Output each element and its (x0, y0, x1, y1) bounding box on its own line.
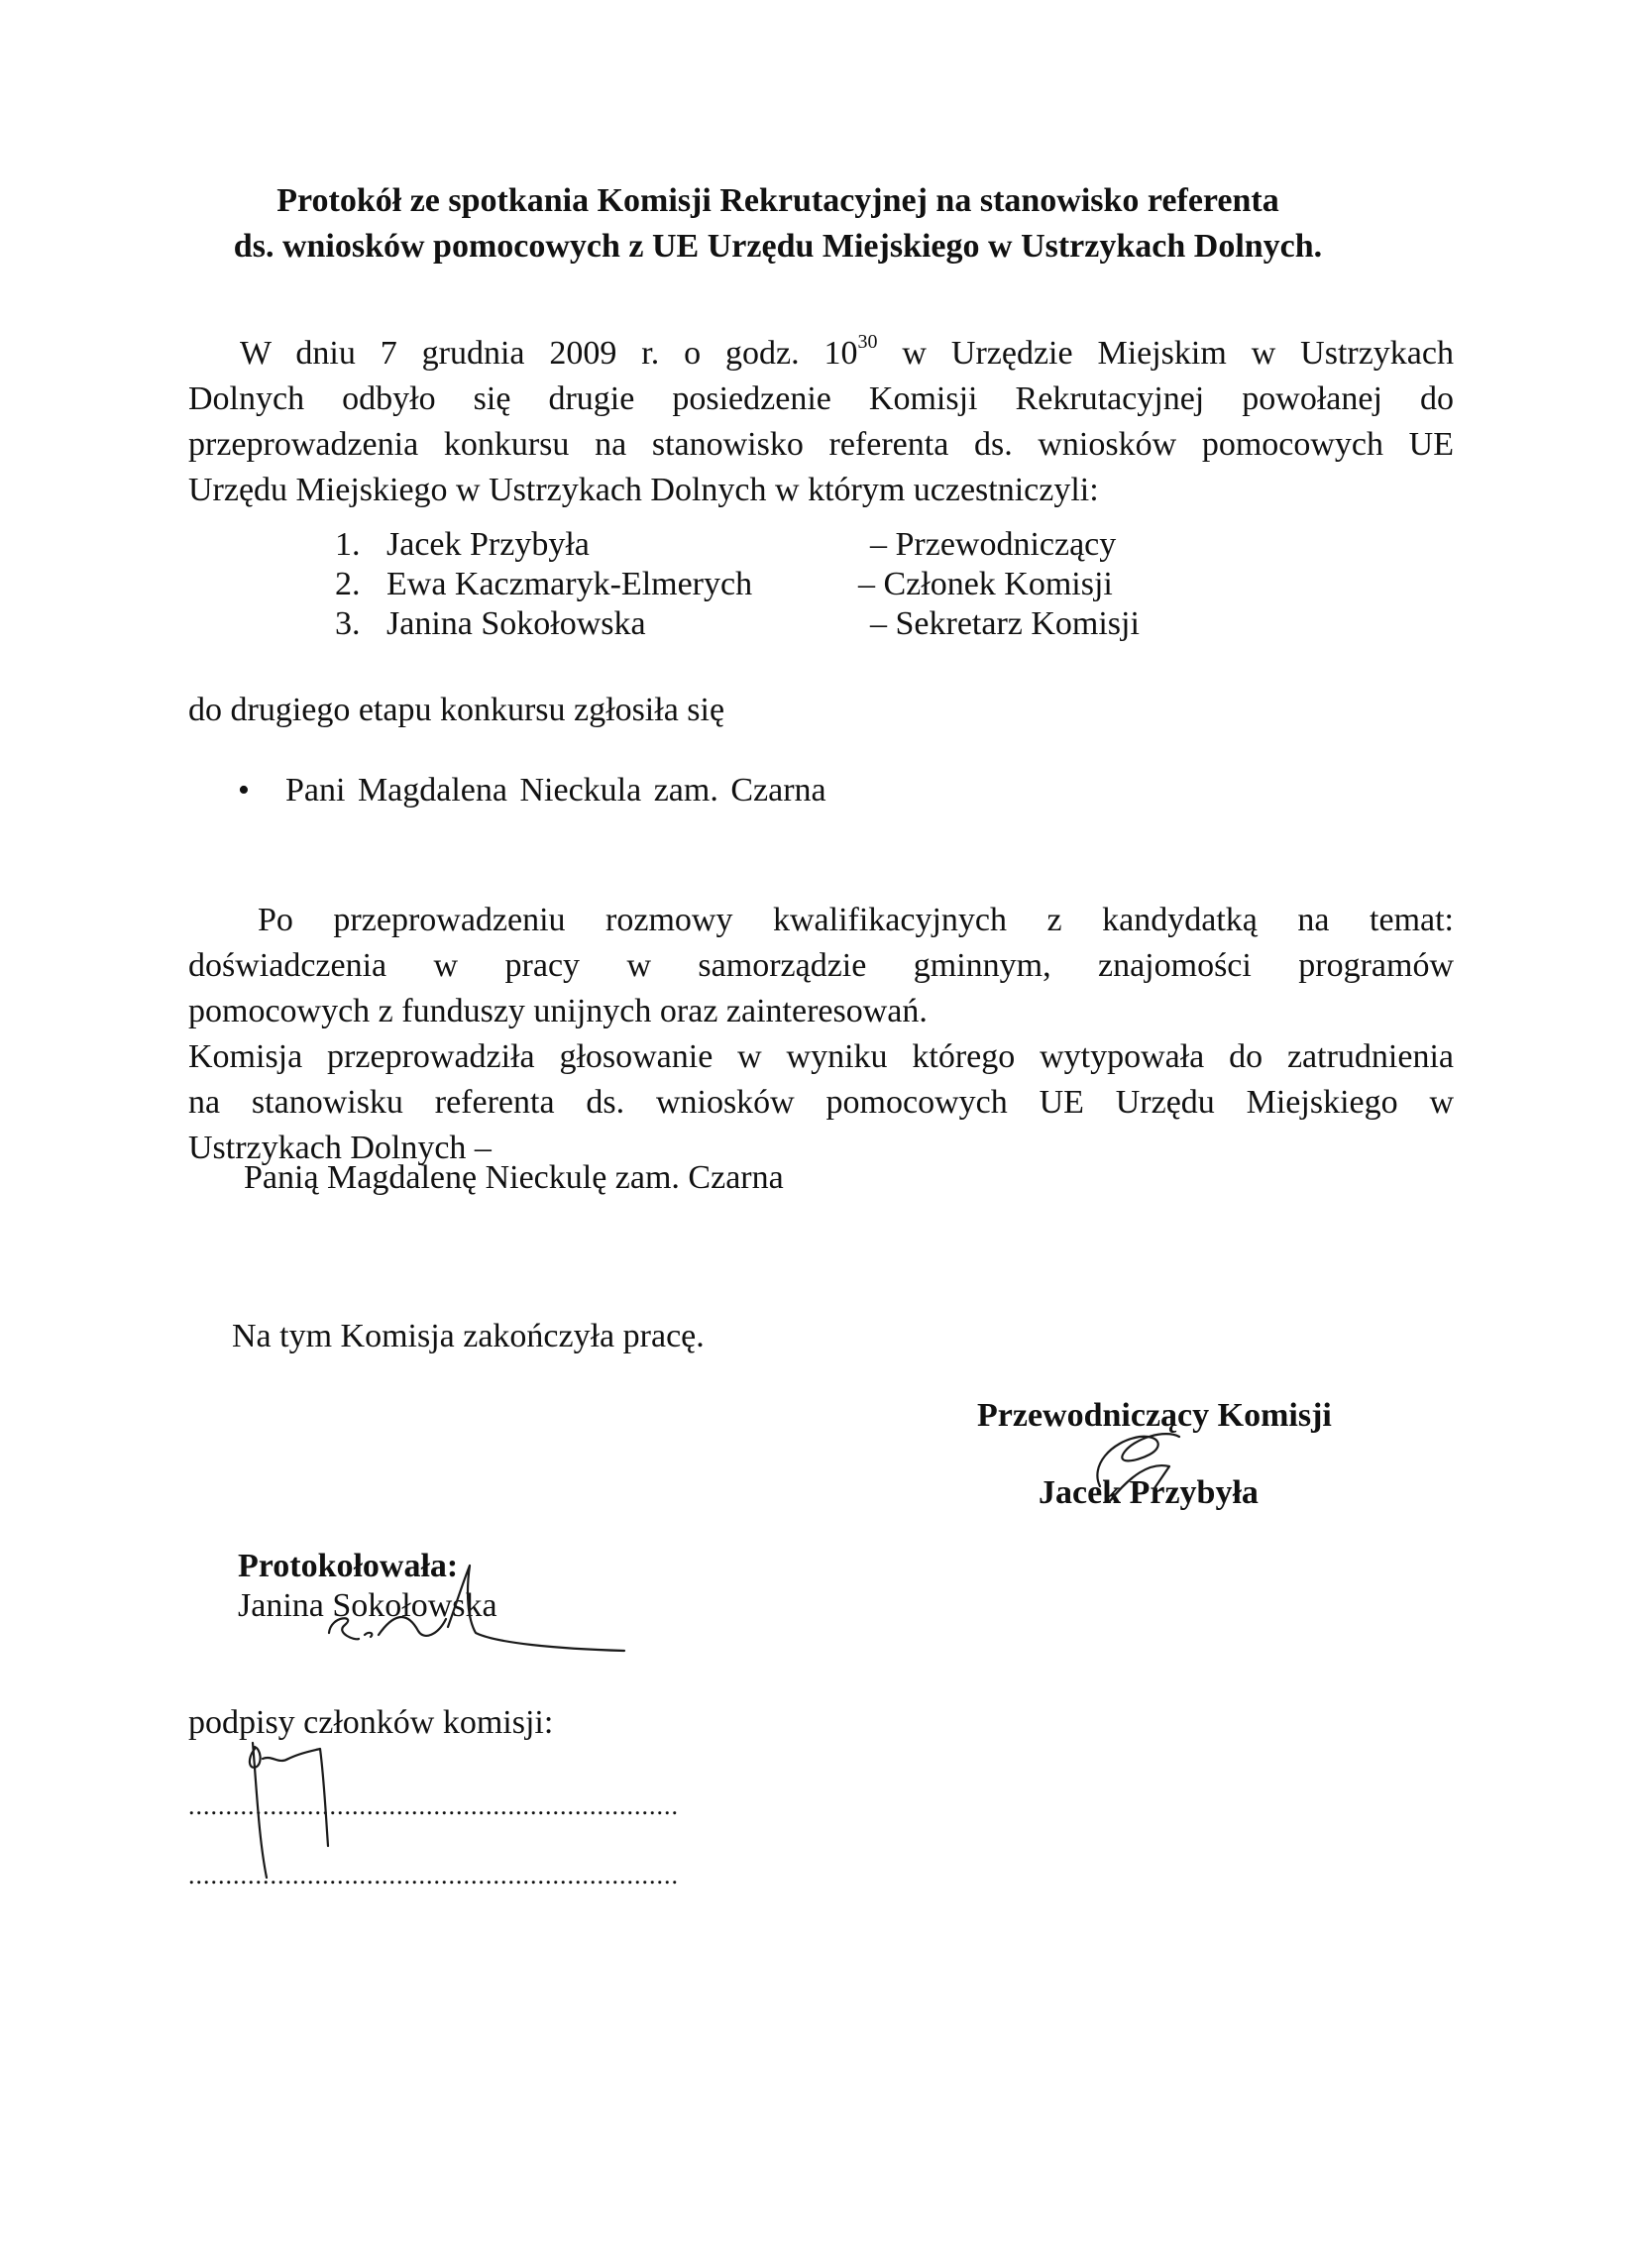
time-superscript: 30 (857, 331, 878, 353)
chair-title: Przewodniczący Komisji (977, 1397, 1332, 1434)
closing-statement: Na tym Komisja zakończyła pracę. (232, 1318, 705, 1354)
members-signatures-label: podpisy członków komisji: (188, 1704, 554, 1741)
member-1-number: 1. (335, 526, 361, 563)
member-signature (233, 1729, 372, 1888)
member-1-name: Jacek Przybyła (386, 526, 590, 563)
candidate-bullet: • (238, 772, 250, 809)
candidate-name: Pani Magdalena Nieckula zam. Czarna (285, 772, 826, 809)
summary-line-1-text: Po przeprowadzeniu rozmowy kwalifikacyjnych z kandydatką na temat: (258, 902, 1454, 938)
summary-line-4: Komisja przeprowadziła głosowanie w wyniku którego wytypowała do zatrudnienia (188, 1038, 1454, 1075)
member-2-number: 2. (335, 566, 361, 602)
intro-line-3: przeprowadzenia konkursu na stanowisko referenta ds. wniosków pomocowych UE (188, 426, 1454, 463)
member-1-role: – Przewodniczący (870, 526, 1117, 563)
document-title-line-1: Protokół ze spotkania Komisji Rekrutacyjnej na stanowisko referenta (276, 182, 1279, 219)
intro-line-2: Dolnych odbyło się drugie posiedzenie Komisji Rekrutacyjnej powołanej do (188, 380, 1454, 417)
recorder-name: Janina Sokołowska (238, 1587, 497, 1624)
signature-line-1: .................................................................. (188, 1791, 679, 1820)
chair-signature (1080, 1407, 1219, 1516)
chair-name: Jacek Przybyła (1039, 1474, 1259, 1511)
signature-line-2: .................................................................. (188, 1861, 679, 1890)
stage-text: do drugiego etapu konkursu zgłosiła się (188, 692, 725, 728)
intro-line-1-text: W dniu 7 grudnia 2009 r. o godz. 10 (240, 335, 858, 372)
intro-line-4: Urzędu Miejskiego w Ustrzykach Dolnych w którym uczestniczyli: (188, 472, 1099, 508)
member-2-role: – Członek Komisji (858, 566, 1113, 602)
summary-line-6: Ustrzykach Dolnych – (188, 1130, 492, 1166)
summary-line-7: Panią Magdalenę Nieckulę zam. Czarna (244, 1159, 784, 1196)
recorder-signature (297, 1546, 634, 1665)
summary-line-2: doświadczenia w pracy w samorządzie gminnym, znajomości programów (188, 947, 1454, 984)
member-2-name: Ewa Kaczmaryk-Elmerych (386, 566, 753, 602)
document-title-line-2: ds. wniosków pomocowych z UE Urzędu Miejskiego w Ustrzykach Dolnych. (233, 228, 1323, 265)
summary-line-1 (188, 898, 1454, 943)
summary-line-3: pomocowych z funduszy unijnych oraz zainteresowań. (188, 993, 928, 1029)
intro-line-1-rest: w Urzędzie Miejskim w Ustrzykach (877, 335, 1454, 372)
intro-line-1 (188, 331, 1454, 377)
member-3-role: – Sekretarz Komisji (870, 605, 1140, 642)
member-3-number: 3. (335, 605, 361, 642)
recorder-label: Protokołowała: (238, 1548, 459, 1584)
member-3-name: Janina Sokołowska (386, 605, 646, 642)
summary-line-5: na stanowisku referenta ds. wniosków pomocowych UE Urzędu Miejskiego w (188, 1084, 1454, 1121)
